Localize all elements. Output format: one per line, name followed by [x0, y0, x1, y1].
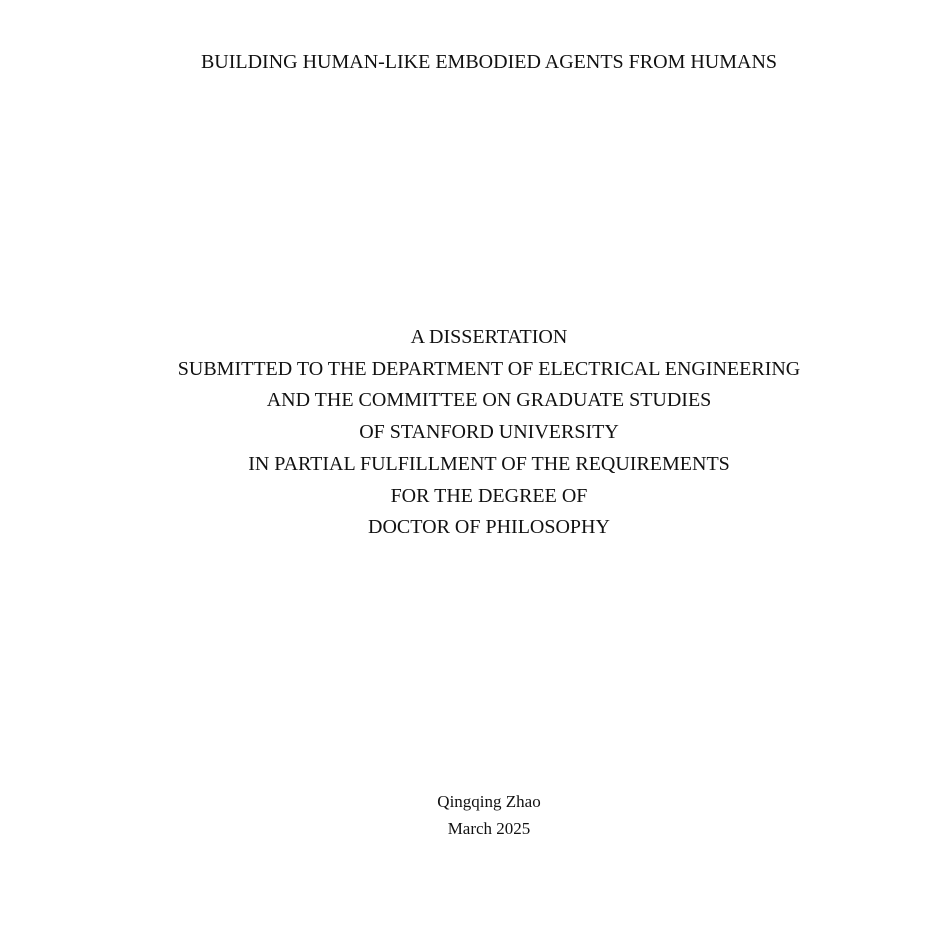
statement-line-requirements: IN PARTIAL FULFILLMENT OF THE REQUIREMENTS	[248, 452, 730, 475]
dissertation-title: BUILDING HUMAN-LIKE EMBODIED AGENTS FROM HUMANS	[200, 51, 778, 73]
author-name: Qingqing Zhao	[437, 792, 541, 811]
statement-line-university: OF STANFORD UNIVERSITY	[359, 421, 619, 444]
submission-date: March 2025	[447, 818, 531, 838]
statement-line-degree-name: DOCTOR OF PHILOSOPHY	[368, 516, 610, 539]
statement-line-committee: AND THE COMMITTEE ON GRADUATE STUDIES	[266, 389, 712, 412]
statement-line-degree-of: FOR THE DEGREE OF	[390, 484, 588, 507]
author-block	[0, 789, 945, 842]
statement-line-dissertation: A DISSERTATION	[410, 326, 568, 348]
statement-line-department: SUBMITTED TO THE DEPARTMENT OF ELECTRICAL ENGINEERING	[177, 357, 801, 380]
submission-statement	[0, 322, 945, 544]
